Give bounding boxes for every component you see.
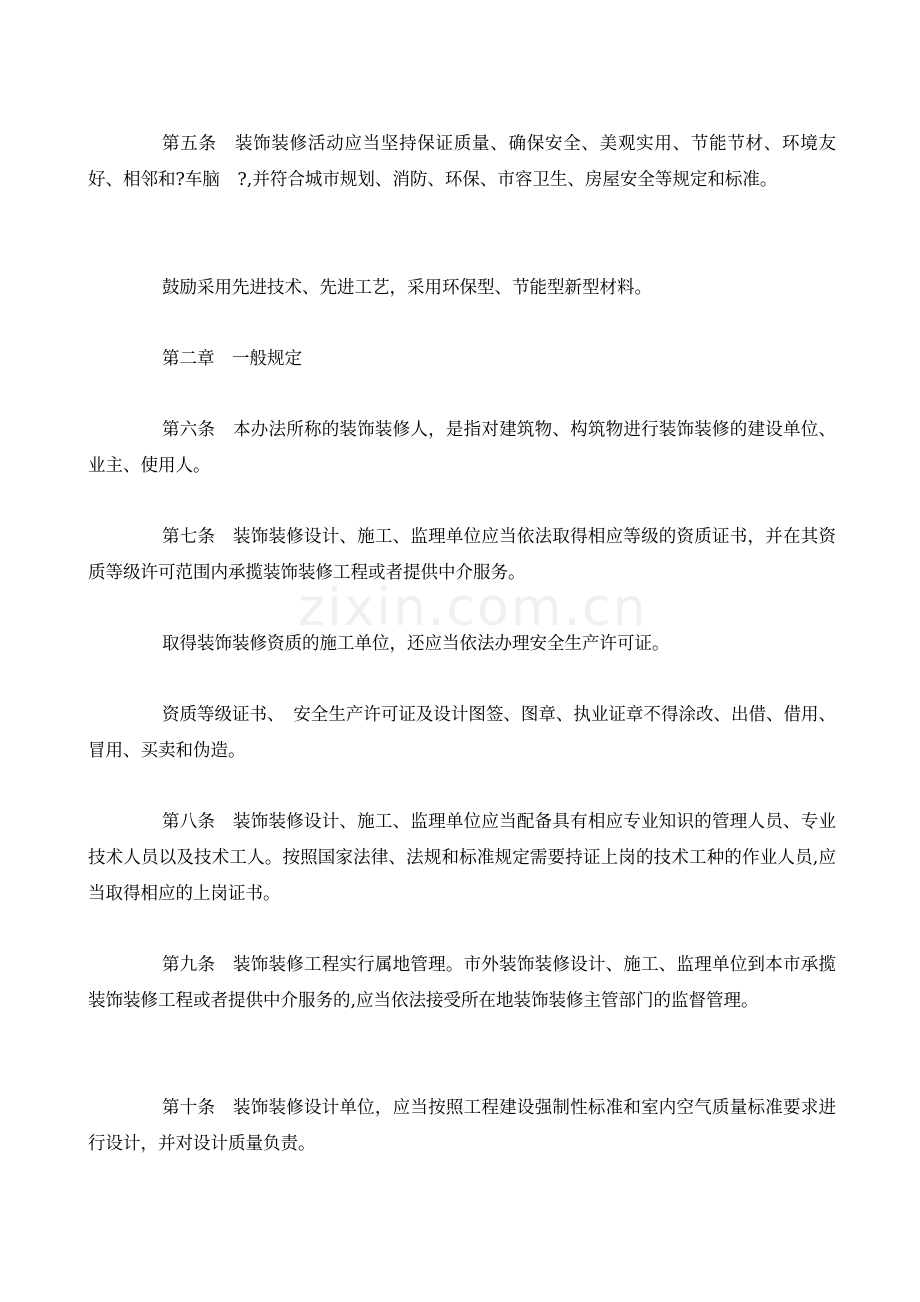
paragraph-article-5: 第五条 装饰装修活动应当坚持保证质量、确保安全、美观实用、节能节材、环境友好、相邻和?车脑 ?,并符合城市规划、消防、环保、市容卫生、房屋安全等规定和标准。 [88,134,836,190]
chapter-heading: 第二章 一般规定 [162,349,302,369]
paragraph-article-9: 第九条 装饰装修工程实行属地管理。市外装饰装修设计、施工、监理单位到本市承揽装饰装修工程或者提供中介服务的,应当依法接受所在地装饰装修主管部门的监督管理。 [88,955,836,1011]
paragraph-article-10: 第十条 装饰装修设计单位，应当按照工程建设强制性标准和室内空气质量标准要求进行设计，并对设计质量负责。 [88,1098,836,1154]
paragraph-safety-license: 取得装饰装修资质的施工单位，还应当依法办理安全生产许可证。 [162,634,670,654]
paragraph-article-7: 第七条 装饰装修设计、施工、监理单位应当依法取得相应等级的资质证书，并在其资质等级许可范围内承揽装饰装修工程或者提供中介服务。 [88,527,836,583]
paragraph-article-6: 第六条 本办法所称的装饰装修人，是指对建筑物、构筑物进行装饰装修的建设单位、业主、使用人。 [88,420,836,476]
paragraph-certificates: 资质等级证书、 安全生产许可证及设计图签、图章、执业证章不得涂改、出借、借用、冒用、买卖和伪造。 [88,705,836,761]
watermark: zixin.com.cn [298,578,648,638]
paragraph-article-8: 第八条 装饰装修设计、施工、监理单位应当配备具有相应专业知识的管理人员、专业技术人员以及技术工人。按照国家法律、法规和标准规定需要持证上岗的技术工种的作业人员,应当取得相应的上岗证书。 [88,812,836,904]
paragraph-encourage: 鼓励采用先进技术、先进工艺，采用环保型、节能型新型材料。 [162,278,652,298]
